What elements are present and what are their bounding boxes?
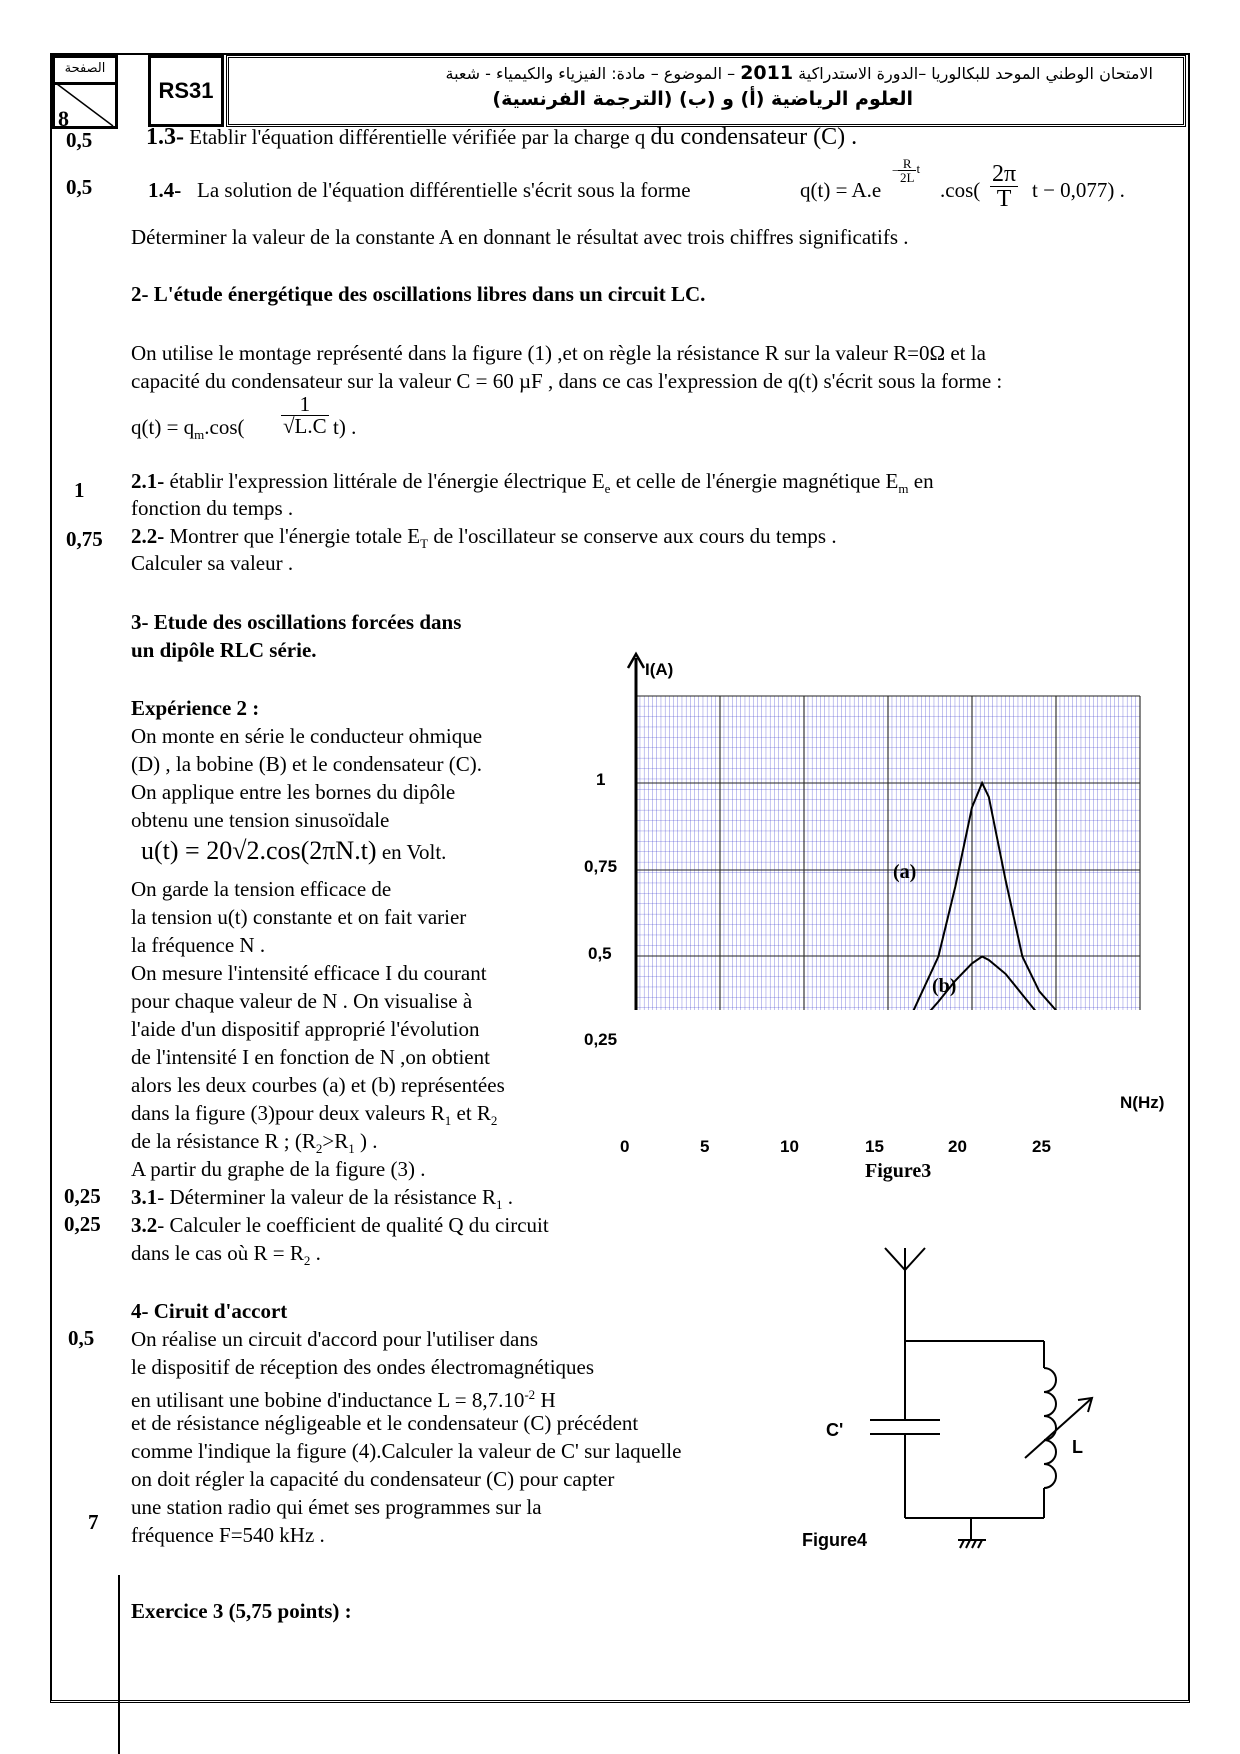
question-2-2: 2.2- Montrer que l'énergie totale $E_T$ de l'oscillateur se conserve aux cours du temps .	[131, 524, 837, 552]
exam-code: RS31	[148, 55, 224, 127]
y-tick: 0,75	[584, 857, 618, 876]
exp-line: l'aide d'un dispositif approprié l'évolution	[131, 1017, 480, 1041]
q-number: 1.4-	[148, 178, 182, 202]
section-3-title-2: un dipôle RLC série.	[131, 638, 317, 662]
from-graph: A partir du graphe de la figure (3) .	[131, 1157, 426, 1181]
formula-frac: $\frac{2\pi}{T}$	[992, 161, 1017, 212]
x-tick: 10	[780, 1137, 799, 1156]
s4-line: le dispositif de réception des ondes électromagnétiques	[131, 1355, 595, 1379]
formula-lhs: q(t) = A.e	[800, 178, 882, 202]
q-text-end: du condensateur (C) .	[650, 124, 858, 150]
coil-label: L	[1072, 1437, 1083, 1457]
mark-q4: 0,5	[68, 1326, 95, 1350]
q-text: La solution de l'équation différentielle s'écrit sous la forme	[197, 178, 691, 202]
figure4-caption: Figure4	[802, 1530, 868, 1550]
x-axis-label: N(Hz)	[1120, 1093, 1165, 1112]
question-2-1-line2: fonction du temps .	[131, 496, 294, 520]
exp-line: obtenu une tension sinusoïdale	[131, 808, 390, 832]
figure3-caption: Figure3	[865, 1160, 932, 1182]
mark-total: 7	[88, 1510, 99, 1534]
exp-line: On applique entre les bornes du dipôle	[131, 780, 456, 804]
margin-line	[118, 1575, 120, 1754]
exp-line: (D) , la bobine (B) et le condensateur (C).	[131, 752, 483, 776]
x-tick: 25	[1032, 1137, 1051, 1156]
s4-line: On réalise un circuit d'accord pour l'utiliser dans	[131, 1327, 539, 1351]
y-axis-label: I(A)	[645, 660, 674, 679]
s4-line: et de résistance négligeable et le condensateur (C) précédent	[131, 1411, 639, 1435]
section-2-title: 2- L'étude énergétique des oscillations libres dans un circuit LC.	[131, 282, 706, 306]
x-tick: 20	[948, 1137, 967, 1156]
exam-title-box	[226, 55, 1186, 127]
question-1-4-line2: Déterminer la valeur de la constante A en donnant le résultat avec trois chiffres significatifs .	[131, 225, 909, 249]
mark-q2-2: 0,75	[66, 527, 103, 551]
exp-num: R	[898, 157, 916, 171]
capacitor-label: C'	[826, 1420, 844, 1440]
exp-line: dans la figure (3)pour deux valeurs $R_1$ et $R_2$	[131, 1101, 498, 1129]
x-tick: 0	[620, 1137, 630, 1156]
section-2-intro-2: capacité du condensateur sur la valeur C = 60 µF , dans ce cas l'expression de q(t) s'écrit sous la forme :	[131, 369, 1003, 393]
exp-line: On monte en série le conducteur ohmique	[131, 724, 483, 748]
title-prefix: الامتحان الوطني الموحد للبكالوريا –الدورة الاستدراكية	[798, 64, 1153, 83]
exp-line: On mesure l'intensité efficace I du courant	[131, 961, 487, 985]
section-4-title: 4- Ciruit d'accort	[131, 1299, 288, 1323]
exp-line: On garde la tension efficace de	[131, 877, 392, 901]
mark-q1-4: 0,5	[66, 175, 93, 199]
experience-title: Expérience 2 :	[131, 696, 260, 720]
exp-line: alors les deux courbes (a) et (b) représentées	[131, 1073, 505, 1097]
question-3-1: 3.1- Déterminer la valeur de la résistance $R_1$ .	[131, 1185, 514, 1213]
page-number-box	[52, 55, 118, 129]
question-1-3	[146, 124, 857, 150]
formula-cos: .cos(	[940, 178, 981, 202]
q-number: 1.3-	[146, 124, 184, 150]
formula-u: u(t) = 20√2.cos(2πN.t) en Volt.	[141, 836, 447, 865]
curve-a-label: (a)	[893, 861, 917, 883]
curve-b-label: (b)	[932, 975, 957, 997]
question-2-2-line2: Calculer sa valeur .	[131, 551, 294, 575]
exp-den: 2L	[900, 169, 915, 185]
exp-line: la tension u(t) constante et on fait varier	[131, 905, 467, 929]
section-3-title-1: 3- Etude des oscillations forcées dans	[131, 610, 462, 634]
figure3-chart	[580, 650, 1200, 1010]
formula-tail: t − 0,077) .	[1032, 178, 1125, 202]
question-1-4	[148, 177, 691, 203]
page-label: الصفحة	[55, 58, 115, 85]
exp-line: la fréquence N .	[131, 933, 266, 957]
y-tick: 0,25	[584, 1030, 618, 1049]
page-number: 8	[58, 106, 69, 131]
section-2-intro-1: On utilise le montage représenté dans la figure (1) ,et on règle la résistance R sur la valeur R=0Ω et la	[131, 341, 986, 365]
y-tick: 0,5	[588, 944, 612, 963]
title-year: 2011	[740, 62, 794, 84]
s4-line: on doit régler la capacité du condensateur (C) pour capter	[131, 1467, 615, 1491]
inductor-coil-icon	[1044, 1368, 1056, 1488]
question-3-2: 3.2- Calculer le coefficient de qualité Q du circuit	[131, 1213, 549, 1237]
q-text: Etablir l'équation différentielle vérifiée par la charge q	[189, 125, 646, 149]
exponent: $\frac{R}{2L}$ t	[900, 155, 921, 185]
y-tick: 1	[596, 770, 606, 789]
exp-line: de l'intensité I en fonction de N ,on obtient	[131, 1045, 490, 1069]
mark-q3-2: 0,25	[64, 1212, 101, 1236]
exp-line: de la résistance R ; ($R_2>R_1$ ) .	[131, 1129, 378, 1157]
title-suffix: – الموضوع – مادة: الفيزياء والكيمياء - شعبة	[445, 64, 736, 83]
exp-line: pour chaque valeur de N . On visualise à	[131, 989, 473, 1013]
s4-line: comme l'indique la figure (4).Calculer la valeur de C' sur laquelle	[131, 1439, 682, 1463]
question-3-2-line2: dans le cas où $R = R_2$ .	[131, 1241, 321, 1269]
mark-q2-1: 1	[74, 478, 85, 502]
s4-line: en utilisant une bobine d'inductance $L = 8,7.10^{-2}$ H	[131, 1387, 556, 1412]
x-tick: 15	[865, 1137, 884, 1156]
s4-line: une station radio qui émet ses programmes sur la	[131, 1495, 542, 1519]
figure4-circuit	[780, 1230, 1160, 1570]
mark-q1-3: 0,5	[66, 128, 93, 152]
exam-title-line2: العلوم الرياضية (أ) و (ب) (الترجمة الفرنسية)	[492, 88, 913, 110]
x-tick: 5	[700, 1137, 710, 1156]
exam-title-line1	[446, 62, 1154, 84]
s4-line: fréquence F=540 kHz .	[131, 1523, 325, 1547]
question-2-1: 2.1- établir l'expression littérale de l'énergie électrique $E_e$ et celle de l'énergie magnétique $E_m$ en	[131, 469, 934, 497]
exercise-3-title: Exercice 3 (5,75 points) :	[131, 1599, 352, 1623]
mark-q3-1: 0,25	[64, 1184, 101, 1208]
